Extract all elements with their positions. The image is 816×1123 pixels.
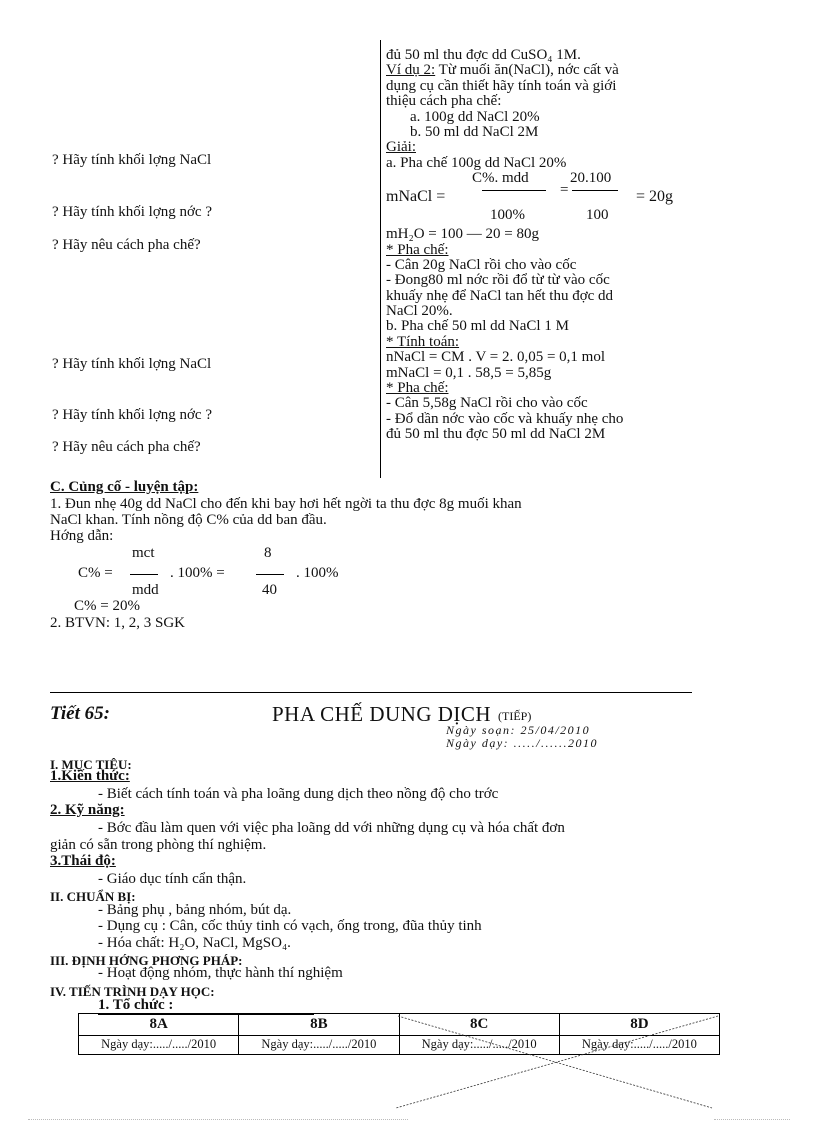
knowledge-item: - Biết cách tính toán và pha loãng dung dịch theo nồng độ cho trớc [98, 786, 499, 802]
cross-line-2 [396, 1016, 718, 1108]
preparation-section-heading: II. CHUẨN BỊ: [50, 889, 136, 904]
formula-equals: = [560, 182, 569, 199]
class-8b: 8B [239, 1014, 399, 1036]
concentration-result: C% = 20% [74, 598, 140, 614]
formula-lhs: mNaCl = [386, 188, 446, 206]
example-2-text: Từ muối ăn(NaCl), nớc cất và [435, 62, 619, 79]
water-mass: mH₂O = 100 — 20 = 80g [386, 226, 539, 243]
objectives-heading: I. MỤC TIÊU: [50, 757, 132, 772]
example-2-text-3: thiệu cách pha chế: [386, 93, 502, 110]
example-2-item-a: a. 100g dd NaCl 20% [410, 108, 540, 125]
question-mass-nacl: ? Hãy tính khối lợng NaCl [52, 152, 212, 168]
example-2-text-2: dụng cụ cần thiết hãy tính toán và giới [386, 77, 617, 94]
formula-denominator-2: 100 [586, 207, 609, 224]
skills-heading: 2. Kỹ năng: [50, 802, 125, 818]
knowledge-heading: 1.Kiến thức: [50, 768, 130, 784]
lesson-title: PHA CHẾ DUNG DỊCH [272, 702, 492, 726]
organization-label: 1. Tổ chức : [98, 997, 174, 1013]
question-preparation-2: ? Hãy nêu cách pha chế? [52, 439, 201, 455]
prep-step-weigh: - Cân 20g NaCl rồi cho vào cốc [386, 256, 577, 273]
skills-item-1: - Bớc đầu làm quen với việc pha loãng dd với những dụng cụ và hóa chất đơn [98, 820, 565, 836]
formula-mid: . 100% = [170, 565, 225, 581]
formula-numerator-2: 20.100 [570, 170, 612, 187]
class-8d: 8D [559, 1014, 719, 1036]
footer-dotted-line-left [28, 1119, 408, 1121]
prep-step-measure-3: NaCl 20%. [386, 303, 453, 320]
footer-dotted-line-right [714, 1119, 790, 1121]
class-8a: 8A [79, 1014, 239, 1036]
homework: 2. BTVN: 1, 2, 3 SGK [50, 615, 186, 631]
consolidation-heading: C. Củng cố - luyện tập: [50, 479, 199, 495]
preparation-date: Ngày soạn: 25/04/2010 [446, 723, 591, 737]
process-heading: IV. TIẾN TRÌNH DẠY HỌC: [50, 984, 215, 999]
prep-step-measure: - Đong80 ml nớc rồi đổ từ từ vào cốc [386, 272, 610, 289]
formula-eight: 8 [264, 545, 272, 561]
question-preparation: ? Hãy nêu cách pha chế? [52, 237, 201, 253]
formula-end: . 100% [296, 565, 339, 581]
mass-calculation: mNaCl = 0,1 . 58,5 = 5,85g [386, 364, 552, 381]
prep-step-weigh-2: - Cân 5,58g NaCl rồi cho vào cốc [386, 395, 588, 412]
part-b-title: b. Pha chế 50 ml dd NaCl 1 M [386, 318, 569, 335]
lesson-number: Tiết 65: [50, 703, 110, 724]
prep-step-pour-2: đủ 50 ml thu đợc 50 ml dd NaCl 2M [386, 426, 606, 443]
solution-heading: Giải: [386, 139, 416, 156]
example-2-item-b: b. 50 ml dd NaCl 2M [410, 123, 539, 140]
formula-forty: 40 [262, 582, 277, 598]
prep-step-measure-2: khuấy nhẹ để NaCl tan hết thu đợc dd [386, 287, 614, 304]
lesson-title-suffix: (TIẾP) [498, 709, 532, 723]
teaching-date: Ngày dạy: ...../......2010 [446, 736, 598, 750]
materials-item-2: - Dụng cụ : Cân, cốc thủy tinh có vạch, ống trong, đũa thủy tinh [98, 918, 482, 934]
date-8c: Ngày dạy:...../...../2010 [399, 1036, 559, 1055]
formula-denominator-1: 100% [490, 207, 525, 224]
attitude-heading: 3.Thái độ: [50, 853, 116, 869]
materials-item-1: - Bảng phụ , bảng nhóm, bút dạ. [98, 902, 292, 918]
skills-item-2: giản có sẵn trong phòng thí nghiệm. [50, 837, 267, 853]
attitude-item: - Giáo dục tính cẩn thận. [98, 871, 247, 887]
class-8c: 8C [399, 1014, 559, 1036]
preparation-heading: * Pha chế: [386, 241, 449, 258]
exercise-1-line-1: 1. Đun nhẹ 40g dd NaCl cho đến khi bay hơi hết ngời ta thu đợc 8g muối khan [50, 496, 522, 512]
formula-cpercent: C% = [78, 565, 113, 581]
part-a-title: a. Pha chế 100g dd NaCl 20% [386, 154, 567, 171]
prep-step-pour: - Đổ dần nớc vào cốc và khuấy nhẹ cho [386, 410, 624, 427]
method-item: - Hoạt động nhóm, thực hành thí nghiệm [98, 965, 343, 981]
date-8a: Ngày dạy:...../...../2010 [79, 1036, 239, 1055]
calculation-heading: * Tính toán: [386, 333, 460, 350]
formula-mdd: mdd [132, 582, 159, 598]
example-2-label: Ví dụ 2: [386, 62, 436, 79]
mole-calculation: nNaCl = CM . V = 2. 0,05 = 0,1 mol [386, 349, 606, 366]
formula-result: = 20g [636, 188, 674, 206]
exercise-1-line-2: NaCl khan. Tính nồng độ C% của dd ban đầu. [50, 512, 327, 528]
preparation-heading-2: * Pha chế: [386, 380, 449, 397]
guidance-label: Hớng dẫn: [50, 528, 114, 544]
formula-mct: mct [132, 545, 155, 561]
question-mass-water-2: ? Hãy tính khối lợng nớc ? [52, 407, 212, 423]
method-heading: III. ĐỊNH HỚNG PHƠNG PHÁP: [50, 953, 243, 968]
formula-numerator-1: C%. mdd [472, 170, 529, 187]
question-mass-water: ? Hãy tính khối lợng nớc ? [52, 204, 212, 220]
materials-item-3: - Hóa chất: H₂O, NaCl, MgSO₄. [98, 935, 291, 951]
date-8d: Ngày dạy:...../...../2010 [559, 1036, 719, 1055]
solution-line: đủ 50 ml thu đợc dd CuSO₄ 1M. [386, 47, 581, 63]
date-8b: Ngày dạy:...../...../2010 [239, 1036, 399, 1055]
question-mass-nacl-2: ? Hãy tính khối lợng NaCl [52, 356, 212, 372]
